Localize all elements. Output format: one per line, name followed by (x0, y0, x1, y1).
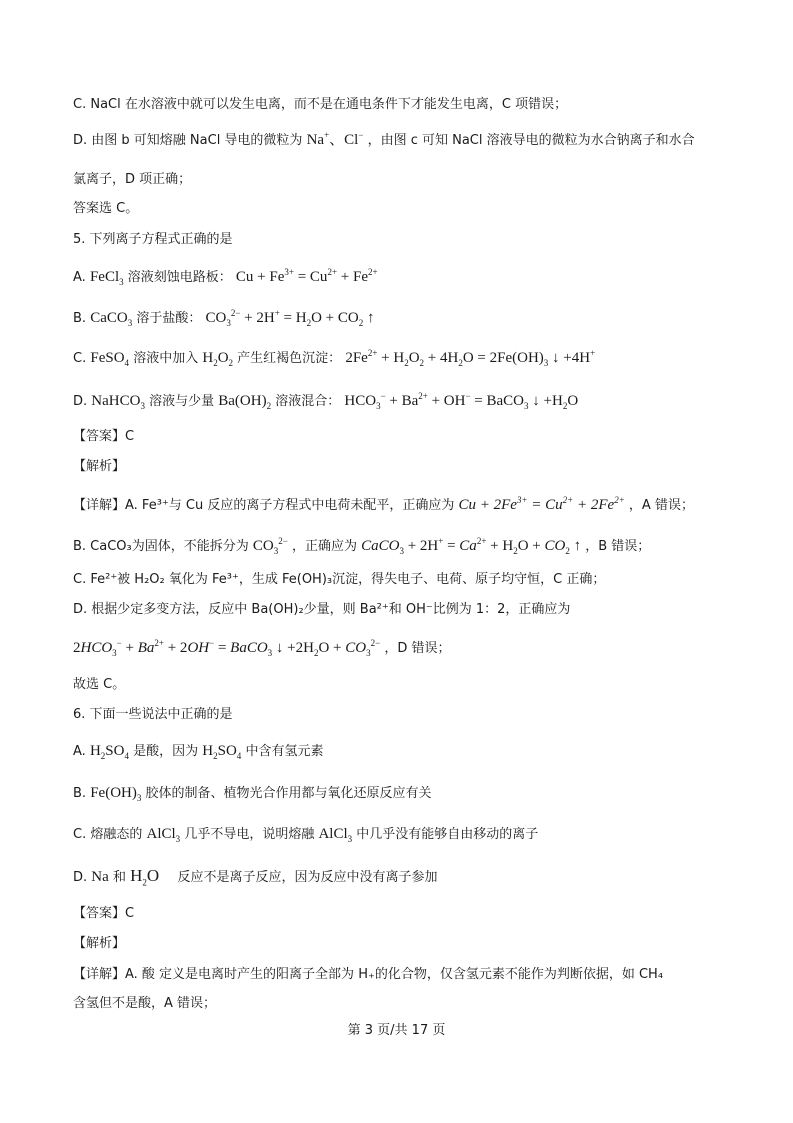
formula: CaCO$_3$ (90, 310, 133, 328)
equation: $Cu + 2Fe^{3+} = Cu^{2+} + 2Fe^{2+}$ (458, 495, 625, 513)
option-label: B. (73, 311, 87, 326)
text-segment: 溶液刻蚀电路板： (127, 270, 232, 285)
question-title: 5. 下列离子方程式正确的是 (73, 232, 233, 247)
equation: $HCO_3^- + Ba^{2+} + OH^-$ = BaCO$_3$ ↓ $+H_2O$ (344, 391, 579, 411)
text-segment: 是酸，因为 (133, 744, 199, 759)
text-line (73, 537, 650, 556)
option-label: A. (73, 270, 86, 285)
text-segment: 溶于盐酸： (136, 311, 202, 326)
text-segment: 中几乎没有能够自由移动的离子 (356, 827, 539, 842)
text-segment: 溶液与少量 (149, 394, 215, 409)
text-segment: D. 由图 b 可知熔融 NaCl 导电的微粒为 (73, 133, 303, 148)
formula: Na+、Cl− (306, 130, 364, 148)
option-a (73, 268, 378, 287)
text-line: 氯离子，D 项正确； (73, 172, 192, 187)
text-segment: ，B 错误； (585, 539, 651, 554)
text-segment: B. CaCO₃为固体，不能拆分为 (73, 539, 249, 554)
option-label: D. (73, 870, 88, 885)
text-segment: ，D 错误； (384, 641, 451, 656)
option-d (73, 867, 437, 887)
formula: NaHCO$_3$ (91, 393, 145, 411)
option-label: D. (73, 394, 88, 409)
text-line (73, 639, 450, 658)
formula: $H_2SO_4$ (202, 743, 242, 761)
text-segment: ，A 错误； (628, 498, 694, 513)
text-segment: 和 (112, 870, 126, 885)
formula: FeSO$_4$ (90, 350, 130, 368)
option-label: B. (73, 786, 87, 801)
text-segment: 【详解】A. Fe³⁺与 Cu 反应的离子方程式中电荷未配平，正确应为 (73, 498, 455, 513)
page-footer: 第 3 页/共 17 页 (347, 1023, 446, 1038)
equation: CaCO$_3$ + $2H^+ = Ca^{2+} + H_2O + CO_2$ ↑ (361, 536, 582, 556)
text-segment: 溶液中加入 (133, 351, 199, 366)
option-label: C. (73, 351, 87, 366)
formula: $H_2SO_4$ (89, 743, 129, 761)
text-line: C. NaCl 在水溶液中就可以发生电离，而不是在通电条件下才能发生电离，C 项错误； (73, 97, 568, 112)
option-label: C. 熔融态的 (73, 827, 143, 842)
option-a (73, 742, 323, 761)
answer-tag: 【答案】C (73, 429, 135, 444)
option-b (73, 784, 432, 803)
equation: $CO_3^{2-} + 2H^+ = H_2O + CO_2$ ↑ (205, 308, 375, 328)
option-c (73, 349, 595, 368)
formula: $Fe(OH)_3$ (90, 785, 142, 803)
option-label: A. (73, 744, 86, 759)
text-segment: 反应不是离子反应，因为反应中没有离子参加 (177, 870, 438, 885)
text-segment: 几乎不导电，说明熔融 (184, 827, 315, 842)
formula: $H_2O$ (130, 866, 160, 888)
formula: AlCl$_3$ (146, 826, 181, 844)
option-c (73, 825, 538, 844)
equation: $Cu + Fe^{3+} = Cu^{2+} + Fe^{2+}$ (235, 267, 378, 285)
text-line: 【详解】A. 酸 定义是电离时产生的阳离子全部为 H₊的化合物，仅含氢元素不能作为判断依据，如 CH₄ (73, 967, 664, 982)
formula: $CO_3^{2-}$ (252, 536, 288, 556)
text-segment: ，由图 c 可知 NaCl 溶液导电的微粒为水合钠离子和水合 (367, 133, 695, 148)
question-title: 6. 下面一些说法中正确的是 (73, 707, 233, 722)
analysis-tag: 【解析】 (73, 936, 126, 951)
text-segment: 胶体的制备、植物光合作用都与氧化还原反应有关 (145, 786, 432, 801)
text-segment: 产生红褐色沉淀： (237, 351, 342, 366)
text-line (73, 496, 694, 515)
text-line: 故选 C。 (73, 677, 126, 692)
equation: $2Fe^{2+} + H_2O_2 + 4H_2O = 2Fe(OH)_3$ ↓ +4H+ (345, 348, 596, 368)
option-d (73, 392, 578, 411)
text-line (73, 131, 695, 150)
text-segment: 中含有氢元素 (245, 744, 324, 759)
text-line: 含氢但不是酸，A 错误； (73, 996, 217, 1011)
formula: Na (91, 869, 109, 885)
answer-tag: 【答案】C (73, 906, 135, 921)
text-segment: ，正确应为 (291, 539, 357, 554)
text-line: D. 根据少定多变方法，反应中 Ba(OH)₂少量，则 Ba²⁺和 OH⁻比例为 1：2，正确应为 (73, 602, 571, 617)
equation: $2HCO_3^- + Ba^{2+} + 2OH^-$ = BaCO$_3$ ↓ $+2H_2O + CO_3^{2-}$ (73, 638, 381, 658)
text-line: 答案选 C。 (73, 201, 139, 216)
analysis-tag: 【解析】 (73, 459, 126, 474)
option-b (73, 309, 374, 328)
text-line: C. Fe²⁺被 H₂O₂ 氧化为 Fe³⁺，生成 Fe(OH)₃沉淀，得失电子、电荷、原子均守恒，C 正确； (73, 572, 606, 587)
formula: AlCl$_3$ (318, 826, 353, 844)
formula: $Ba(OH)_2$ (218, 393, 272, 411)
text-segment: 溶液混合： (275, 394, 341, 409)
formula: $H_2O_2$ (202, 350, 234, 368)
formula: FeCl$_3$ (89, 269, 124, 287)
